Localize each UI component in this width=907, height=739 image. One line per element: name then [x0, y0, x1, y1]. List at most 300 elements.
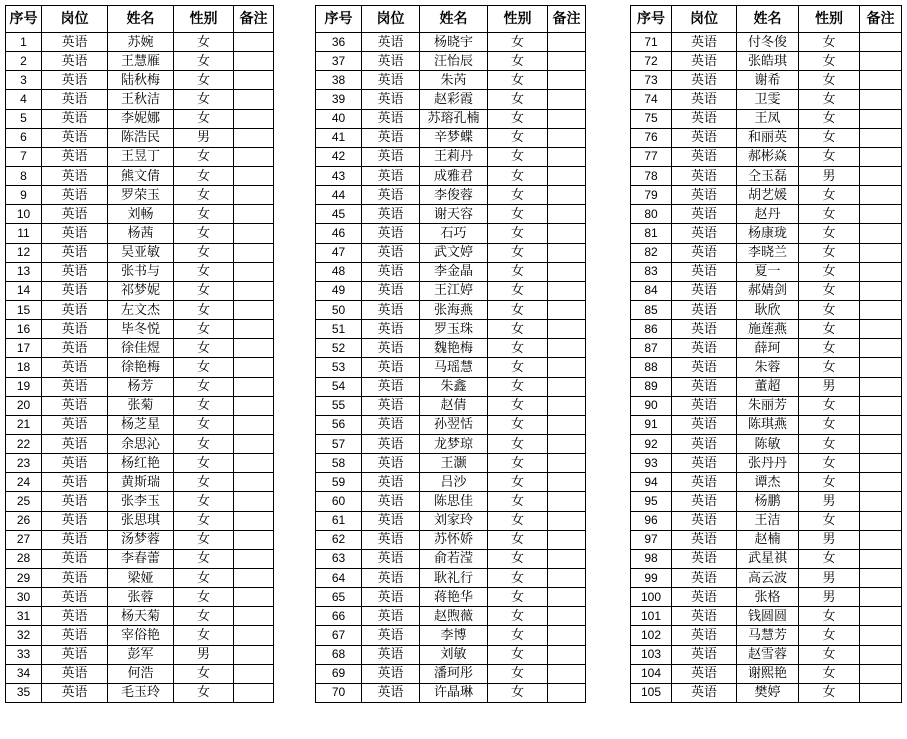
cell-remark — [234, 588, 274, 607]
table-row — [316, 281, 586, 300]
cell-name: 李晓兰 — [737, 243, 799, 262]
cell-post: 英语 — [42, 664, 108, 683]
cell-gender: 女 — [488, 683, 548, 702]
cell-seq: 55 — [316, 396, 362, 415]
cell-post: 英语 — [362, 434, 420, 453]
table-row — [316, 396, 586, 415]
cell-remark — [860, 339, 902, 358]
cell-gender: 女 — [488, 281, 548, 300]
cell-gender: 女 — [488, 588, 548, 607]
cell-gender: 女 — [799, 224, 860, 243]
cell-post: 英语 — [42, 186, 108, 205]
cell-seq: 39 — [316, 90, 362, 109]
cell-gender: 女 — [174, 205, 234, 224]
cell-gender: 女 — [799, 33, 860, 52]
header-gender: 性别 — [488, 6, 548, 33]
cell-post: 英语 — [362, 339, 420, 358]
cell-post: 英语 — [672, 147, 737, 166]
table-row — [316, 454, 586, 473]
table-row — [631, 320, 902, 339]
cell-seq: 30 — [6, 588, 42, 607]
table-row — [6, 492, 274, 511]
cell-post: 英语 — [672, 320, 737, 339]
cell-name: 熊文倩 — [108, 166, 174, 185]
cell-remark — [548, 52, 586, 71]
cell-gender: 女 — [799, 52, 860, 71]
cell-post: 英语 — [42, 224, 108, 243]
cell-gender: 女 — [799, 415, 860, 434]
cell-remark — [234, 339, 274, 358]
cell-gender: 女 — [488, 511, 548, 530]
cell-remark — [234, 128, 274, 147]
cell-seq: 102 — [631, 626, 672, 645]
cell-gender: 女 — [488, 492, 548, 511]
cell-name: 黄斯瑞 — [108, 473, 174, 492]
cell-seq: 101 — [631, 607, 672, 626]
cell-seq: 89 — [631, 377, 672, 396]
cell-post: 英语 — [362, 320, 420, 339]
table-row — [316, 243, 586, 262]
cell-gender: 女 — [799, 683, 860, 702]
cell-gender: 女 — [488, 664, 548, 683]
table-row — [316, 415, 586, 434]
cell-remark — [548, 588, 586, 607]
cell-remark — [234, 166, 274, 185]
cell-gender: 女 — [174, 109, 234, 128]
cell-gender: 女 — [488, 320, 548, 339]
cell-gender: 女 — [799, 281, 860, 300]
table-row — [631, 568, 902, 587]
cell-post: 英语 — [362, 664, 420, 683]
cell-remark — [234, 33, 274, 52]
cell-seq: 26 — [6, 511, 42, 530]
cell-post: 英语 — [362, 607, 420, 626]
cell-gender: 女 — [488, 339, 548, 358]
cell-remark — [860, 243, 902, 262]
table-row — [316, 434, 586, 453]
cell-name: 马瑶慧 — [420, 358, 488, 377]
cell-remark — [860, 109, 902, 128]
cell-gender: 男 — [799, 166, 860, 185]
cell-seq: 93 — [631, 454, 672, 473]
cell-gender: 女 — [488, 186, 548, 205]
cell-seq: 84 — [631, 281, 672, 300]
table-header-row — [316, 6, 586, 33]
cell-seq: 13 — [6, 262, 42, 281]
cell-gender: 女 — [174, 262, 234, 281]
cell-post: 英语 — [672, 71, 737, 90]
cell-post: 英语 — [672, 128, 737, 147]
table-row — [631, 243, 902, 262]
cell-gender: 男 — [799, 588, 860, 607]
cell-post: 英语 — [42, 339, 108, 358]
cell-post: 英语 — [362, 549, 420, 568]
table-row — [6, 262, 274, 281]
cell-remark — [860, 568, 902, 587]
cell-post: 英语 — [42, 588, 108, 607]
cell-gender: 女 — [488, 147, 548, 166]
cell-name: 汪怡辰 — [420, 52, 488, 71]
cell-seq: 96 — [631, 511, 672, 530]
cell-name: 左文杰 — [108, 300, 174, 319]
cell-seq: 38 — [316, 71, 362, 90]
cell-remark — [548, 205, 586, 224]
cell-name: 武星祺 — [737, 549, 799, 568]
cell-gender: 女 — [488, 568, 548, 587]
table-row — [631, 281, 902, 300]
cell-name: 杨晓宇 — [420, 33, 488, 52]
cell-name: 张蓉 — [108, 588, 174, 607]
cell-post: 英语 — [672, 473, 737, 492]
cell-gender: 女 — [799, 396, 860, 415]
cell-name: 赵雪蓉 — [737, 645, 799, 664]
cell-gender: 女 — [174, 339, 234, 358]
cell-seq: 8 — [6, 166, 42, 185]
cell-gender: 女 — [174, 492, 234, 511]
cell-seq: 60 — [316, 492, 362, 511]
cell-post: 英语 — [362, 33, 420, 52]
cell-name: 苏怀娇 — [420, 530, 488, 549]
cell-post: 英语 — [362, 71, 420, 90]
table-row — [631, 339, 902, 358]
cell-remark — [234, 396, 274, 415]
cell-gender: 女 — [174, 166, 234, 185]
cell-remark — [234, 434, 274, 453]
cell-remark — [548, 530, 586, 549]
table-row — [316, 473, 586, 492]
cell-remark — [234, 281, 274, 300]
cell-remark — [860, 262, 902, 281]
cell-post: 英语 — [672, 415, 737, 434]
table-row — [316, 626, 586, 645]
cell-seq: 75 — [631, 109, 672, 128]
cell-remark — [548, 90, 586, 109]
table-row — [316, 33, 586, 52]
cell-seq: 67 — [316, 626, 362, 645]
cell-remark — [234, 90, 274, 109]
cell-seq: 32 — [6, 626, 42, 645]
table-row — [631, 415, 902, 434]
cell-remark — [860, 90, 902, 109]
cell-post: 英语 — [42, 530, 108, 549]
cell-remark — [234, 71, 274, 90]
cell-seq: 98 — [631, 549, 672, 568]
cell-seq: 11 — [6, 224, 42, 243]
cell-post: 英语 — [362, 358, 420, 377]
cell-name: 马慧芳 — [737, 626, 799, 645]
cell-name: 张书与 — [108, 262, 174, 281]
cell-remark — [234, 243, 274, 262]
cell-seq: 91 — [631, 415, 672, 434]
cell-remark — [548, 300, 586, 319]
cell-gender: 男 — [799, 530, 860, 549]
cell-name: 李春蕾 — [108, 549, 174, 568]
cell-remark — [234, 645, 274, 664]
roster-table-2 — [315, 5, 586, 703]
cell-gender: 女 — [799, 434, 860, 453]
table-row — [631, 473, 902, 492]
cell-remark — [860, 530, 902, 549]
table-row — [631, 434, 902, 453]
cell-gender: 女 — [488, 530, 548, 549]
table-row — [316, 128, 586, 147]
cell-seq: 99 — [631, 568, 672, 587]
cell-remark — [860, 454, 902, 473]
cell-name: 和丽英 — [737, 128, 799, 147]
cell-post: 英语 — [42, 128, 108, 147]
cell-gender: 女 — [488, 243, 548, 262]
cell-seq: 63 — [316, 549, 362, 568]
header-gender: 性别 — [799, 6, 860, 33]
cell-seq: 54 — [316, 377, 362, 396]
cell-seq: 105 — [631, 683, 672, 702]
table-row — [6, 224, 274, 243]
cell-remark — [234, 224, 274, 243]
table-row — [316, 492, 586, 511]
cell-name: 吴亚敏 — [108, 243, 174, 262]
table-row — [631, 262, 902, 281]
cell-name: 王灏 — [420, 454, 488, 473]
cell-remark — [860, 186, 902, 205]
table-row — [631, 588, 902, 607]
cell-remark — [860, 281, 902, 300]
cell-seq: 86 — [631, 320, 672, 339]
cell-name: 赵倩 — [420, 396, 488, 415]
cell-gender: 女 — [488, 205, 548, 224]
cell-name: 谢天容 — [420, 205, 488, 224]
table-row — [631, 454, 902, 473]
cell-gender: 女 — [174, 90, 234, 109]
cell-name: 张皓琪 — [737, 52, 799, 71]
cell-name: 高云波 — [737, 568, 799, 587]
cell-gender: 女 — [799, 186, 860, 205]
cell-name: 谭杰 — [737, 473, 799, 492]
cell-seq: 59 — [316, 473, 362, 492]
cell-remark — [548, 626, 586, 645]
cell-seq: 78 — [631, 166, 672, 185]
table-row — [6, 320, 274, 339]
table-row — [316, 588, 586, 607]
cell-seq: 7 — [6, 147, 42, 166]
cell-post: 英语 — [362, 109, 420, 128]
cell-post: 英语 — [42, 645, 108, 664]
cell-remark — [548, 396, 586, 415]
cell-remark — [860, 588, 902, 607]
cell-name: 吕沙 — [420, 473, 488, 492]
cell-remark — [860, 147, 902, 166]
cell-gender: 女 — [799, 473, 860, 492]
cell-seq: 50 — [316, 300, 362, 319]
cell-seq: 22 — [6, 434, 42, 453]
cell-post: 英语 — [672, 205, 737, 224]
cell-gender: 女 — [799, 339, 860, 358]
cell-remark — [548, 683, 586, 702]
cell-name: 龙梦琼 — [420, 434, 488, 453]
cell-name: 辛梦蝶 — [420, 128, 488, 147]
cell-seq: 45 — [316, 205, 362, 224]
cell-seq: 92 — [631, 434, 672, 453]
cell-name: 杨芝星 — [108, 415, 174, 434]
cell-remark — [860, 166, 902, 185]
cell-gender: 女 — [174, 52, 234, 71]
cell-post: 英语 — [42, 358, 108, 377]
table-row — [316, 339, 586, 358]
cell-post: 英语 — [42, 320, 108, 339]
cell-remark — [234, 454, 274, 473]
cell-gender: 女 — [799, 300, 860, 319]
cell-seq: 44 — [316, 186, 362, 205]
table-row — [316, 109, 586, 128]
cell-remark — [548, 281, 586, 300]
cell-gender: 女 — [799, 320, 860, 339]
cell-seq: 82 — [631, 243, 672, 262]
cell-name: 谢熙艳 — [737, 664, 799, 683]
cell-remark — [860, 607, 902, 626]
header-name: 姓名 — [737, 6, 799, 33]
cell-gender: 女 — [488, 415, 548, 434]
table-row — [6, 377, 274, 396]
cell-post: 英语 — [672, 434, 737, 453]
cell-remark — [860, 664, 902, 683]
cell-name: 张李玉 — [108, 492, 174, 511]
cell-seq: 94 — [631, 473, 672, 492]
cell-gender: 女 — [799, 626, 860, 645]
table-row — [316, 358, 586, 377]
cell-post: 英语 — [362, 224, 420, 243]
cell-seq: 73 — [631, 71, 672, 90]
cell-seq: 6 — [6, 128, 42, 147]
cell-post: 英语 — [42, 300, 108, 319]
cell-seq: 9 — [6, 186, 42, 205]
cell-gender: 女 — [174, 473, 234, 492]
cell-name: 赵彩霞 — [420, 90, 488, 109]
cell-post: 英语 — [362, 243, 420, 262]
cell-gender: 女 — [799, 549, 860, 568]
cell-name: 石巧 — [420, 224, 488, 243]
cell-remark — [860, 224, 902, 243]
cell-remark — [548, 549, 586, 568]
cell-gender: 女 — [174, 358, 234, 377]
cell-seq: 97 — [631, 530, 672, 549]
cell-name: 武文婷 — [420, 243, 488, 262]
cell-name: 祁梦妮 — [108, 281, 174, 300]
header-post: 岗位 — [672, 6, 737, 33]
cell-gender: 女 — [488, 434, 548, 453]
cell-post: 英语 — [672, 300, 737, 319]
cell-gender: 女 — [174, 454, 234, 473]
cell-name: 孙翌恬 — [420, 415, 488, 434]
cell-post: 英语 — [672, 588, 737, 607]
cell-seq: 42 — [316, 147, 362, 166]
cell-name: 谢希 — [737, 71, 799, 90]
cell-post: 英语 — [42, 90, 108, 109]
cell-post: 英语 — [672, 281, 737, 300]
cell-seq: 3 — [6, 71, 42, 90]
cell-post: 英语 — [42, 33, 108, 52]
cell-post: 英语 — [42, 511, 108, 530]
table-row — [316, 186, 586, 205]
cell-post: 英语 — [362, 281, 420, 300]
cell-name: 夏一 — [737, 262, 799, 281]
cell-seq: 68 — [316, 645, 362, 664]
cell-seq: 21 — [6, 415, 42, 434]
cell-remark — [548, 511, 586, 530]
cell-name: 李博 — [420, 626, 488, 645]
header-gender: 性别 — [174, 6, 234, 33]
cell-seq: 20 — [6, 396, 42, 415]
cell-seq: 48 — [316, 262, 362, 281]
cell-remark — [234, 262, 274, 281]
cell-name: 彭军 — [108, 645, 174, 664]
cell-post: 英语 — [362, 300, 420, 319]
cell-post: 英语 — [362, 511, 420, 530]
cell-seq: 19 — [6, 377, 42, 396]
cell-name: 胡艺媛 — [737, 186, 799, 205]
cell-seq: 85 — [631, 300, 672, 319]
cell-gender: 女 — [488, 90, 548, 109]
cell-post: 英语 — [42, 262, 108, 281]
cell-post: 英语 — [42, 607, 108, 626]
cell-gender: 女 — [488, 358, 548, 377]
cell-post: 英语 — [672, 683, 737, 702]
table-row — [316, 377, 586, 396]
cell-gender: 女 — [799, 607, 860, 626]
cell-name: 徐艳梅 — [108, 358, 174, 377]
header-remark: 备注 — [860, 6, 902, 33]
cell-post: 英语 — [42, 626, 108, 645]
table-row — [631, 33, 902, 52]
cell-name: 王凤 — [737, 109, 799, 128]
cell-name: 樊婷 — [737, 683, 799, 702]
cell-name: 薛珂 — [737, 339, 799, 358]
cell-name: 俞若滢 — [420, 549, 488, 568]
cell-post: 英语 — [42, 205, 108, 224]
cell-name: 朱芮 — [420, 71, 488, 90]
cell-gender: 女 — [799, 71, 860, 90]
cell-name: 许晶琳 — [420, 683, 488, 702]
cell-name: 苏婉 — [108, 33, 174, 52]
cell-post: 英语 — [672, 358, 737, 377]
cell-gender: 女 — [174, 186, 234, 205]
cell-gender: 女 — [799, 128, 860, 147]
cell-post: 英语 — [362, 454, 420, 473]
cell-seq: 81 — [631, 224, 672, 243]
cell-gender: 女 — [174, 224, 234, 243]
cell-seq: 17 — [6, 339, 42, 358]
table-row — [316, 224, 586, 243]
table-row — [316, 300, 586, 319]
cell-gender: 女 — [174, 377, 234, 396]
roster-table-1 — [5, 5, 274, 703]
table-row — [6, 358, 274, 377]
cell-name: 陈思佳 — [420, 492, 488, 511]
cell-seq: 23 — [6, 454, 42, 473]
cell-post: 英语 — [42, 52, 108, 71]
table-row — [6, 33, 274, 52]
cell-seq: 10 — [6, 205, 42, 224]
cell-post: 英语 — [672, 511, 737, 530]
cell-name: 钱圆圆 — [737, 607, 799, 626]
cell-seq: 2 — [6, 52, 42, 71]
header-remark: 备注 — [234, 6, 274, 33]
cell-name: 王江婷 — [420, 281, 488, 300]
cell-gender: 女 — [174, 33, 234, 52]
cell-post: 英语 — [362, 492, 420, 511]
cell-name: 朱丽芳 — [737, 396, 799, 415]
cell-seq: 103 — [631, 645, 672, 664]
table-row — [6, 607, 274, 626]
cell-name: 张菊 — [108, 396, 174, 415]
